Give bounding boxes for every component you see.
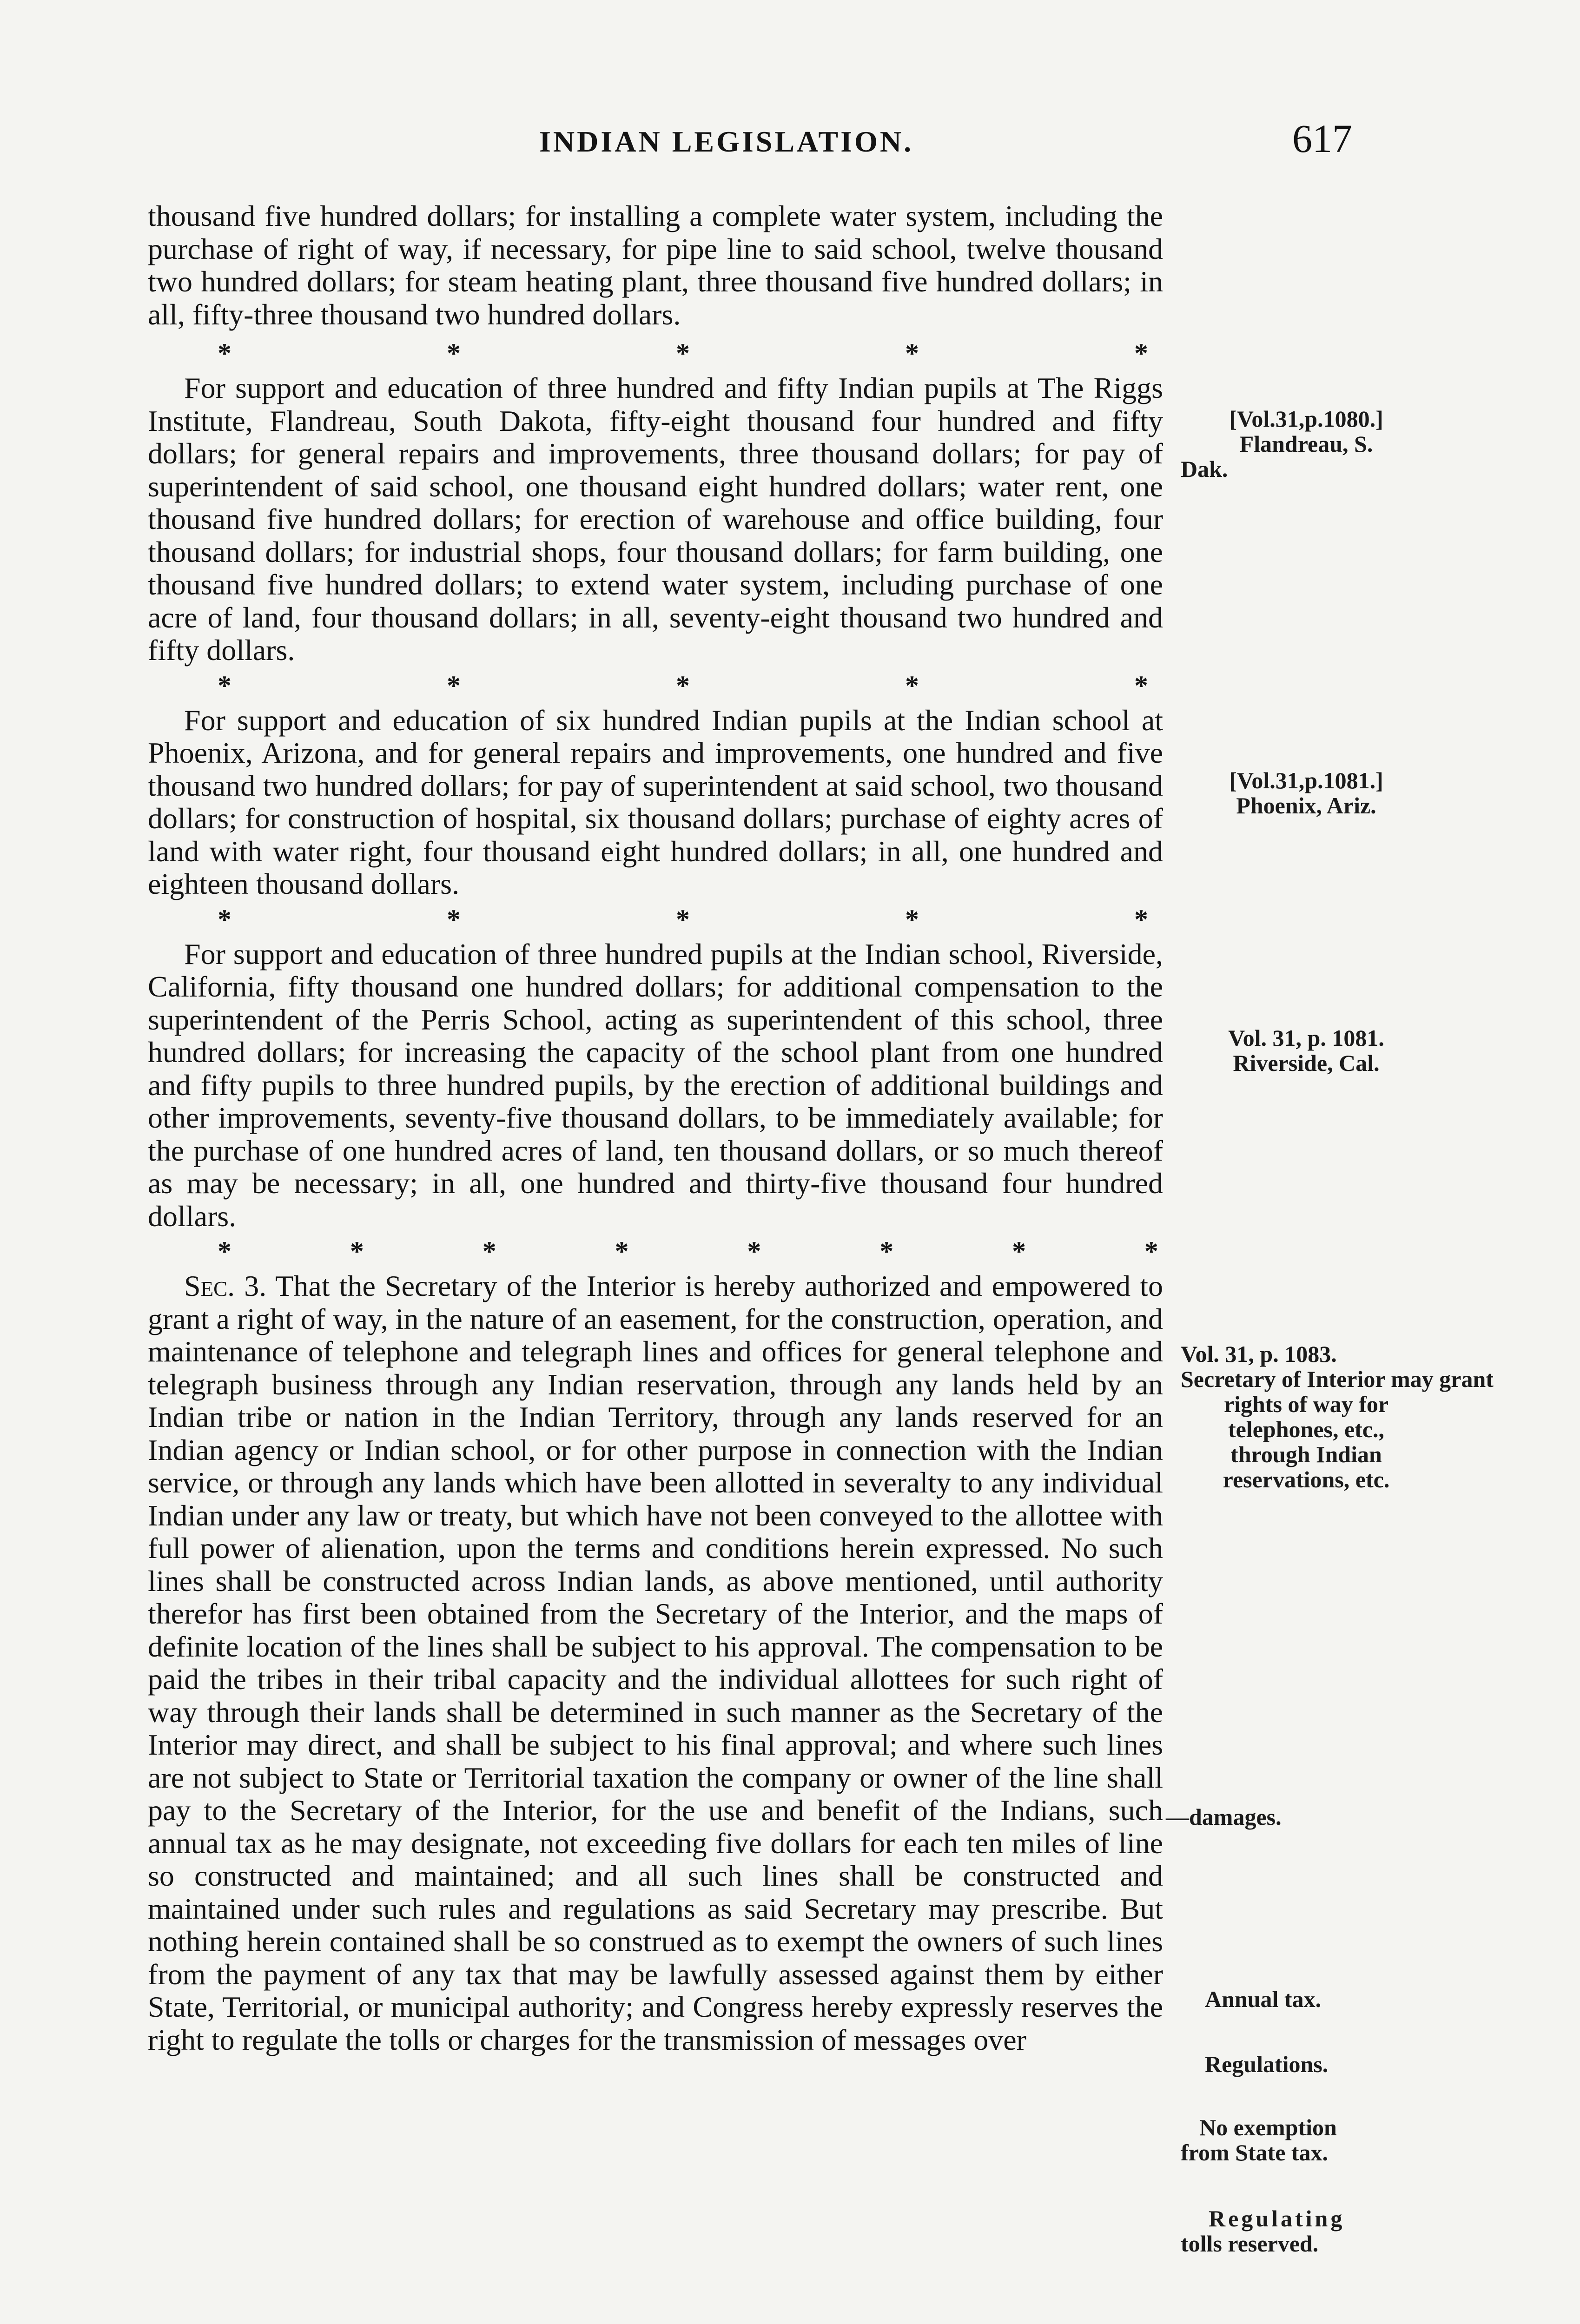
margin-note-flandreau (1181, 406, 1432, 482)
asterisk: * (676, 904, 690, 935)
margin-note-section-3 (1181, 1341, 1494, 1492)
section-break-asterisks (148, 667, 1163, 704)
continuation-paragraph: thousand five hundred dollars; for installing a complete water system, including the purchase of right of way, if necessary, for pipe line to said school, twelve thousand two hundred dollars; for steam heating plant, three thousand five hundred dollars; in all, fifty-three thousand two hundred dollars. (148, 199, 1163, 331)
asterisk: * (1012, 1236, 1026, 1267)
margin-note-line: rights of way for (1223, 1391, 1389, 1417)
main-text-column (148, 200, 1163, 2056)
asterisk: * (1134, 670, 1148, 701)
margin-note-line: reservations, etc. (1223, 1466, 1390, 1492)
margin-note-line: Secretary of Interior may grant (1181, 1366, 1494, 1392)
asterisk: * (218, 670, 231, 701)
running-head: INDIAN LEGISLATION. (539, 125, 914, 158)
asterisk: * (218, 338, 231, 369)
margin-place: Dak. (1181, 456, 1228, 482)
margin-ref: Vol. 31, p. 1081. (1228, 1025, 1384, 1051)
margin-place: Flandreau, S. (1239, 431, 1373, 457)
asterisk: * (218, 1236, 231, 1267)
section-break-asterisks (148, 901, 1163, 938)
margin-note-no-exemption (1181, 2115, 1432, 2165)
asterisk: * (879, 1236, 894, 1267)
section-3-text: That the Secretary of the Interior is hereby authorized and empowered to grant a right of way, in the nature of an easement, for the construction, operation, and maintenance of telephone and telegraph lines and offices for general telephone and telegraph business through any Indian reservation, through any lands held by an Indian tribe or nation in the Indian Territory, through any lands reserved for an Indian agency or Indian school, or for other purpose in connection with the Indian service, or through any lands which have been allotted in severalty to any individual Indian under any law or treaty, but which have not been conveyed to the allottee with full power of alienation, upon the terms and conditions herein expressed. No such lines shall be constructed across Indian lands, as above mentioned, until authority therefor has first been obtained from the Secretary of the Interior, and the maps of definite location of the lines shall be subject to his approval. The compensation to be paid the tribes in their tribal capacity and the individual allottees for such right of way through their lands shall be determined in such manner as the Secretary of the Interior may direct, and shall be subject to his final approval; and where such lines are not subject to State or Territorial taxation the company or owner of the line shall pay to the Secretary of the Interior, for the use and benefit of the Indians, such annual tax as he may designate, not exceeding five dollars for each ten miles of line so constructed and maintained; and all such lines shall be constructed and maintained under such rules and regulations as said Secretary may prescribe. But nothing herein contained shall be so construed as to exempt the owners of such lines from the payment of any tax that may be lawfully assessed against them by either State, Territorial, or municipal authority; and Congress hereby expressly reserves the right to regulate the tolls or charges for the transmission of messages over (148, 1269, 1164, 2056)
margin-note-line: through Indian (1230, 1441, 1382, 1467)
asterisk: * (447, 670, 461, 701)
margin-note-line: No exemption (1199, 2114, 1337, 2140)
margin-note-line: Regulations. (1205, 2051, 1329, 2077)
margin-ref: [Vol.31,p.1081.] (1229, 767, 1383, 793)
section-break-asterisks (148, 335, 1163, 372)
margin-note-phoenix (1181, 768, 1432, 818)
asterisk: * (747, 1236, 761, 1267)
margin-note-line: from State tax. (1181, 2139, 1329, 2166)
margin-note-annual-tax (1205, 1987, 1456, 2012)
asterisk: * (905, 338, 919, 369)
page-number: 617 (1292, 116, 1352, 161)
margin-note-line: tolls reserved. (1181, 2231, 1319, 2257)
margin-note-damages (1166, 1804, 1417, 1829)
section-3-label: Sec. 3. (184, 1269, 267, 1302)
margin-ref: Vol. 31, p. 1083. (1181, 1341, 1337, 1367)
section-3-paragraph (148, 1270, 1163, 2056)
asterisk: * (905, 670, 919, 701)
asterisk: * (676, 670, 690, 701)
asterisk: * (1134, 338, 1148, 369)
section-break-asterisks (148, 1233, 1163, 1270)
riverside-paragraph: For support and education of three hundred pupils at the Indian school, Riverside, California, fifty thousand one hundred dollars; for additional compensation to the superintendent of the Perris School, acting as superintendent of this school, three hundred dollars; for increasing the capacity of the school plant from one hundred and fifty pupils to three hundred pupils, by the erection of additional buildings and other improvements, seventy-five thousand dollars, to be immediately available; for the purchase of one hundred acres of land, ten thousand dollars, or so much thereof as may be necessary; in all, one hundred and thirty-five thousand four hundred dollars. (148, 937, 1163, 1233)
asterisk: * (1134, 904, 1148, 935)
asterisk: * (447, 904, 461, 935)
margin-note-line: telephones, etc., (1228, 1416, 1385, 1442)
margin-note-line: Annual tax. (1205, 1986, 1322, 2012)
asterisk: * (218, 904, 231, 935)
margin-note-regulating-tolls (1181, 2206, 1432, 2256)
asterisk: * (615, 1236, 629, 1267)
margin-place: Riverside, Cal. (1233, 1050, 1380, 1076)
margin-place: Phoenix, Ariz. (1236, 792, 1376, 819)
margin-note-line: Regulating (1209, 2205, 1345, 2232)
asterisk: * (1144, 1236, 1158, 1267)
asterisk: * (482, 1236, 496, 1267)
margin-note-line: —damages. (1166, 1804, 1282, 1830)
margin-note-riverside (1181, 1025, 1432, 1076)
margin-note-regulations (1205, 2052, 1456, 2077)
margin-ref: [Vol.31,p.1080.] (1229, 406, 1383, 432)
flandreau-paragraph: For support and education of three hundred and fifty Indian pupils at The Riggs Institute, Flandreau, South Dakota, fifty-eight thousand four hundred and fifty dollars; for general repairs and improvements, three thousand dollars; for pay of superintendent of said school, one thousand eight hundred dollars; water rent, one thousand five hundred dollars; for erection of warehouse and office building, four thousand dollars; for industrial shops, four thousand dollars; for farm building, one thousand five hundred dollars; to extend water system, including purchase of one acre of land, four thousand dollars; in all, seventy-eight thousand two hundred and fifty dollars. (148, 371, 1163, 667)
asterisk: * (447, 338, 461, 369)
asterisk: * (676, 338, 690, 369)
phoenix-paragraph: For support and education of six hundred Indian pupils at the Indian school at Phoenix, Arizona, and for general repairs and improvements, one hundred and five thousand two hundred dollars; for pay of superintendent at said school, two thousand dollars; for construction of hospital, six thousand dollars; purchase of eighty acres of land with water right, four thousand eight hundred dollars; in all, one hundred and eighteen thousand dollars. (148, 703, 1163, 900)
asterisk: * (350, 1236, 364, 1267)
asterisk: * (905, 904, 919, 935)
